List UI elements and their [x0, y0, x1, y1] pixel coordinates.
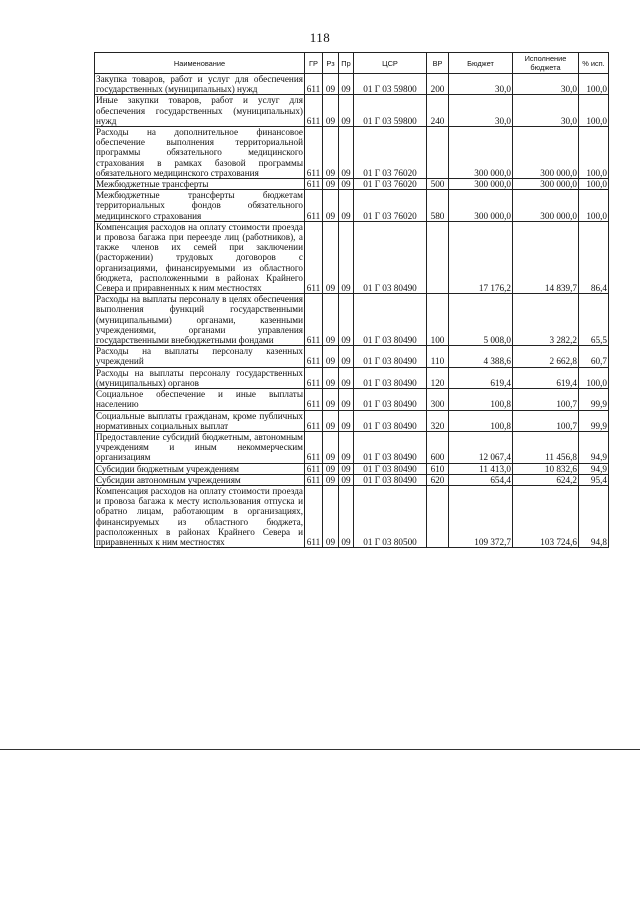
- row-csr: 01 Г 03 80490: [354, 367, 427, 388]
- row-csr: 01 Г 03 76020: [354, 179, 427, 190]
- row-rz: 09: [323, 95, 339, 127]
- row-budget: 300 000,0: [449, 190, 513, 222]
- row-execution: 30,0: [513, 74, 579, 95]
- row-budget: 4 388,6: [449, 346, 513, 367]
- row-rz: 09: [323, 346, 339, 367]
- row-budget: 300 000,0: [449, 127, 513, 179]
- row-pr: 09: [339, 367, 354, 388]
- row-csr: 01 Г 03 59800: [354, 95, 427, 127]
- row-pr: 09: [339, 179, 354, 190]
- row-execution: 2 662,8: [513, 346, 579, 367]
- row-gr: 611: [305, 474, 323, 485]
- row-percent: 95,4: [579, 474, 609, 485]
- row-execution: 624,2: [513, 474, 579, 485]
- row-budget: 5 008,0: [449, 294, 513, 346]
- header-row: [95, 53, 609, 74]
- row-execution: 300 000,0: [513, 127, 579, 179]
- row-execution: 14 839,7: [513, 221, 579, 293]
- header-rz: Рз: [323, 53, 339, 74]
- page-number: 118: [309, 30, 331, 45]
- row-name: Иные закупки товаров, работ и услуг для обеспечения государственных (муниципальных) нужд: [96, 95, 303, 126]
- row-csr: 01 Г 03 80490: [354, 346, 427, 367]
- row-rz: 09: [323, 179, 339, 190]
- table-row: [95, 474, 609, 485]
- table-row: [95, 190, 609, 222]
- row-rz: 09: [323, 190, 339, 222]
- table-row: [95, 463, 609, 474]
- row-vr: 120: [427, 367, 449, 388]
- row-name: Компенсация расходов на оплату стоимости проезда и провоза багажа при переезде лиц (работников), а также членов их семей при заключении (расторжении) трудовых договоров с организациями, финансируемыми из областного бюджета, расположенными в районах Крайнего Севера и приравненных к ним местностях: [96, 221, 303, 294]
- row-name: Межбюджетные трансферты бюджетам территориальных фондов обязательного медицинского страхования: [96, 190, 303, 221]
- row-pr: 09: [339, 389, 354, 410]
- row-execution: 619,4: [513, 367, 579, 388]
- table-row: [95, 294, 609, 346]
- table-row: [95, 346, 609, 367]
- row-percent: 100,0: [579, 95, 609, 127]
- row-budget: 619,4: [449, 367, 513, 388]
- row-execution: 300 000,0: [513, 190, 579, 222]
- row-gr: 611: [305, 190, 323, 222]
- row-csr: 01 Г 03 80490: [354, 474, 427, 485]
- row-execution: 3 282,2: [513, 294, 579, 346]
- row-budget: 30,0: [449, 95, 513, 127]
- budget-execution-table: [94, 52, 609, 548]
- row-name: Компенсация расходов на оплату стоимости проезда и провоза багажа к месту использования отпуска и обратно лицам, работающим в организациях, финансируемых из областного бюджета, расположенных в районах Крайнего Севера и приравненных к ним местностях: [96, 485, 303, 547]
- row-gr: 611: [305, 410, 323, 431]
- row-rz: 09: [323, 294, 339, 346]
- row-csr: 01 Г 03 80490: [354, 294, 427, 346]
- row-execution: 10 832,6: [513, 463, 579, 474]
- row-vr: [427, 485, 449, 547]
- row-rz: 09: [323, 431, 339, 463]
- row-vr: [427, 221, 449, 293]
- row-name: Расходы на выплаты персоналу казенных учреждений: [96, 346, 303, 367]
- row-name: Расходы на выплаты персоналу в целях обеспечения выполнения функций государственными (муниципальными) органами, казенными учреждениями, органами управления государственными внебюджетными фондами: [96, 294, 303, 346]
- row-name: Субсидии автономным учреждениям: [95, 474, 305, 485]
- row-gr: 611: [305, 127, 323, 179]
- row-csr: 01 Г 03 76020: [354, 190, 427, 222]
- table-row: [95, 95, 609, 127]
- table-body: [95, 74, 609, 548]
- row-percent: 100,0: [579, 127, 609, 179]
- row-pr: 09: [339, 431, 354, 463]
- row-pr: 09: [339, 474, 354, 485]
- row-execution: 30,0: [513, 95, 579, 127]
- row-pr: 09: [339, 95, 354, 127]
- header-pr: Пр: [339, 53, 354, 74]
- row-execution: 11 456,8: [513, 431, 579, 463]
- row-vr: 500: [427, 179, 449, 190]
- header-name: Наименование: [95, 53, 305, 74]
- row-vr: 200: [427, 74, 449, 95]
- row-vr: 110: [427, 346, 449, 367]
- row-gr: 611: [305, 485, 323, 547]
- row-gr: 611: [305, 74, 323, 95]
- header-percent: % исп.: [579, 53, 609, 74]
- row-execution: 300 000,0: [513, 179, 579, 190]
- row-name: Социальные выплаты гражданам, кроме публичных нормативных социальных выплат: [96, 410, 303, 431]
- row-name: Предоставление субсидий бюджетным, автономным учреждениям и иным некоммерческим организациям: [96, 431, 303, 463]
- row-pr: 09: [339, 294, 354, 346]
- row-rz: 09: [323, 463, 339, 474]
- row-percent: 94,9: [579, 463, 609, 474]
- row-name: Расходы на выплаты персоналу государственных (муниципальных) органов: [96, 367, 303, 388]
- row-percent: 60,7: [579, 346, 609, 367]
- header-execution: Исполнение бюджета: [513, 53, 579, 74]
- row-rz: 09: [323, 474, 339, 485]
- row-percent: 100,0: [579, 367, 609, 388]
- row-rz: 09: [323, 485, 339, 547]
- row-name: Закупка товаров, работ и услуг для обеспечения государственных (муниципальных) нужд: [96, 74, 303, 95]
- row-vr: 240: [427, 95, 449, 127]
- table-row: [95, 485, 609, 547]
- row-gr: 611: [305, 95, 323, 127]
- row-rz: 09: [323, 367, 339, 388]
- row-budget: 17 176,2: [449, 221, 513, 293]
- row-csr: 01 Г 03 80500: [354, 485, 427, 547]
- table-row: [95, 74, 609, 95]
- row-rz: 09: [323, 389, 339, 410]
- row-name: Межбюджетные трансферты: [95, 179, 305, 190]
- row-pr: 09: [339, 410, 354, 431]
- row-csr: 01 Г 03 80490: [354, 221, 427, 293]
- row-pr: 09: [339, 127, 354, 179]
- row-gr: 611: [305, 431, 323, 463]
- row-execution: 103 724,6: [513, 485, 579, 547]
- row-percent: 94,8: [579, 485, 609, 547]
- row-name: Субсидии бюджетным учреждениям: [95, 463, 305, 474]
- row-csr: 01 Г 03 80490: [354, 410, 427, 431]
- row-percent: 99,9: [579, 389, 609, 410]
- table-row: [95, 410, 609, 431]
- row-execution: 100,7: [513, 389, 579, 410]
- row-vr: 620: [427, 474, 449, 485]
- row-percent: 86,4: [579, 221, 609, 293]
- row-name: Расходы на дополнительное финансовое обеспечение выполнения территориальной программы обязательного медицинского страхования в рамках базовой программы обязательного медицинского страхования: [96, 127, 303, 178]
- row-budget: 30,0: [449, 74, 513, 95]
- row-percent: 100,0: [579, 179, 609, 190]
- row-csr: 01 Г 03 80490: [354, 431, 427, 463]
- table-row: [95, 179, 609, 190]
- row-csr: 01 Г 03 80490: [354, 463, 427, 474]
- row-gr: 611: [305, 389, 323, 410]
- row-gr: 611: [305, 179, 323, 190]
- row-gr: 611: [305, 367, 323, 388]
- row-execution: 100,7: [513, 410, 579, 431]
- header-csr: ЦСР: [354, 53, 427, 74]
- row-budget: 300 000,0: [449, 179, 513, 190]
- row-percent: 100,0: [579, 74, 609, 95]
- row-budget: 11 413,0: [449, 463, 513, 474]
- row-gr: 611: [305, 294, 323, 346]
- row-pr: 09: [339, 190, 354, 222]
- row-gr: 611: [305, 346, 323, 367]
- footer-divider: [0, 749, 640, 750]
- row-budget: 109 372,7: [449, 485, 513, 547]
- row-vr: 580: [427, 190, 449, 222]
- row-vr: 600: [427, 431, 449, 463]
- row-gr: 611: [305, 463, 323, 474]
- row-budget: 100,8: [449, 389, 513, 410]
- row-rz: 09: [323, 221, 339, 293]
- row-percent: 100,0: [579, 190, 609, 222]
- row-rz: 09: [323, 74, 339, 95]
- row-pr: 09: [339, 485, 354, 547]
- table-header: [95, 53, 609, 74]
- row-csr: 01 Г 03 80490: [354, 389, 427, 410]
- row-percent: 99,9: [579, 410, 609, 431]
- row-vr: 320: [427, 410, 449, 431]
- row-csr: 01 Г 03 76020: [354, 127, 427, 179]
- row-pr: 09: [339, 221, 354, 293]
- row-percent: 65,5: [579, 294, 609, 346]
- row-csr: 01 Г 03 59800: [354, 74, 427, 95]
- table-row: [95, 367, 609, 388]
- table-row: [95, 221, 609, 293]
- row-name: Социальное обеспечение и иные выплаты населению: [96, 389, 303, 410]
- header-vr: ВР: [427, 53, 449, 74]
- row-rz: 09: [323, 410, 339, 431]
- row-pr: 09: [339, 346, 354, 367]
- table-row: [95, 127, 609, 179]
- row-vr: 610: [427, 463, 449, 474]
- row-pr: 09: [339, 463, 354, 474]
- row-vr: 300: [427, 389, 449, 410]
- row-budget: 12 067,4: [449, 431, 513, 463]
- row-gr: 611: [305, 221, 323, 293]
- row-rz: 09: [323, 127, 339, 179]
- table-row: [95, 389, 609, 410]
- row-budget: 654,4: [449, 474, 513, 485]
- header-gr: ГР: [305, 53, 323, 74]
- table-row: [95, 431, 609, 463]
- row-vr: [427, 127, 449, 179]
- row-budget: 100,8: [449, 410, 513, 431]
- row-pr: 09: [339, 74, 354, 95]
- row-percent: 94,9: [579, 431, 609, 463]
- header-budget: Бюджет: [449, 53, 513, 74]
- row-vr: 100: [427, 294, 449, 346]
